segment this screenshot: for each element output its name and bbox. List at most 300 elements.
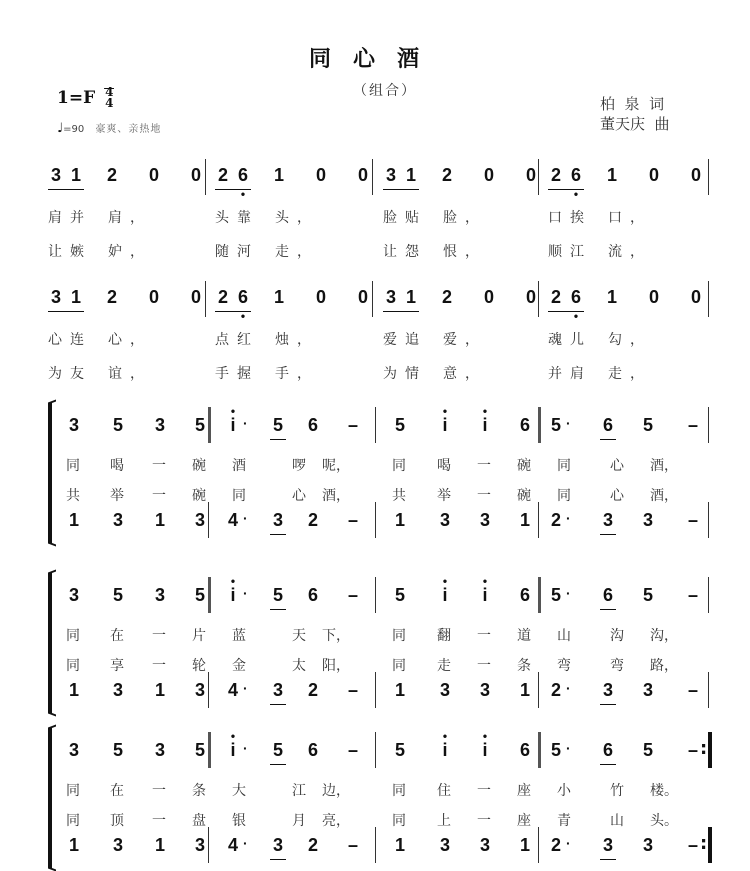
note — [481, 165, 497, 186]
barline — [708, 281, 709, 317]
lyric-syllable: 一 — [477, 488, 491, 504]
note — [235, 165, 251, 201]
lyric-syllable: 喝 — [437, 458, 451, 474]
lyric-syllable: 一 — [152, 813, 166, 829]
note-digit: 4 — [227, 680, 238, 700]
note-digit: 1 — [606, 287, 617, 307]
lyric-syllable: 恨， — [443, 244, 487, 260]
note — [685, 835, 701, 856]
lyric-syllable: 同 — [392, 813, 406, 829]
lyric-syllable: 一 — [477, 658, 491, 674]
note — [271, 287, 287, 308]
note — [225, 404, 248, 436]
repeat-sign: : — [700, 738, 708, 759]
lyric-syllable: 心 — [610, 488, 624, 504]
lyric-syllable: 一 — [477, 783, 491, 799]
note-digit: i — [442, 585, 448, 605]
time-sig-bottom: 4 — [105, 96, 114, 110]
barline — [375, 407, 376, 443]
note-digit: 3 — [642, 835, 653, 855]
eighth-beam — [215, 189, 251, 190]
note-digit: i — [442, 740, 448, 760]
note-digit: 0 — [483, 165, 494, 185]
note — [355, 165, 371, 186]
note-digit: 3 — [642, 680, 653, 700]
note-digit: 3 — [439, 680, 450, 700]
lyric-syllable: 享 — [110, 658, 124, 674]
note-digit: 5 — [272, 415, 283, 435]
augmentation-dot: · — [566, 835, 571, 851]
note — [152, 680, 168, 701]
lyric-syllable: 座 — [517, 783, 531, 799]
song-title: 同心酒 — [308, 46, 441, 72]
augmentation-dot: · — [243, 510, 248, 526]
note-digit: 2 — [106, 287, 117, 307]
augmentation-dot: · — [566, 585, 571, 601]
barline — [208, 577, 211, 613]
augmentation-dot: · — [243, 680, 248, 696]
note-digit: 6 — [237, 287, 248, 307]
lyric-syllable: 江 — [292, 783, 306, 799]
lyric-syllable: 同 — [66, 658, 80, 674]
note-digit: 5 — [112, 415, 123, 435]
time-sig-top: 4 — [105, 85, 114, 99]
note-digit: 3 — [272, 510, 283, 530]
lyric-syllable: 同 — [392, 628, 406, 644]
note-digit: 1 — [154, 510, 165, 530]
note-digit: 0 — [483, 287, 494, 307]
note-digit: 5 — [112, 585, 123, 605]
note — [437, 680, 453, 701]
lyric-syllable: 点红 — [215, 332, 259, 348]
note-digit: 5 — [642, 585, 653, 605]
lyric-syllable: 天 — [292, 628, 306, 644]
note — [477, 729, 493, 761]
lyric-syllable: 脸贴 — [383, 210, 427, 226]
note-digit: 5 — [550, 740, 561, 760]
eighth-underline — [600, 704, 616, 705]
eighth-beam — [48, 311, 84, 312]
lyric-syllable: 顺江 — [548, 244, 592, 260]
lyric-syllable: 顶 — [110, 813, 124, 829]
note — [437, 574, 453, 606]
lyric-syllable: 走， — [608, 366, 652, 382]
note — [225, 574, 248, 606]
note — [110, 740, 126, 761]
lyric-syllable: 碗 — [517, 488, 531, 504]
note-digit: 0 — [315, 165, 326, 185]
lyric-syllable: 共 — [392, 488, 406, 504]
note-digit: – — [687, 680, 698, 700]
lyric-syllable: 银 — [232, 813, 246, 829]
note — [437, 729, 453, 761]
note — [270, 835, 286, 856]
high-octave-dot: • — [482, 574, 488, 588]
lyric-syllable: 翻 — [437, 628, 451, 644]
lyric-syllable: 座 — [517, 813, 531, 829]
lyric-syllable: 碗 — [192, 458, 206, 474]
tempo-value: =90 — [63, 124, 85, 135]
note-digit: 6 — [307, 415, 318, 435]
high-octave-dot: • — [230, 729, 236, 743]
lyric-syllable: 魂儿 — [548, 332, 592, 348]
lyric-syllable: 手， — [275, 366, 319, 382]
lyric-syllable: 一 — [152, 658, 166, 674]
barline-end — [708, 502, 709, 538]
note-digit: 3 — [50, 165, 61, 185]
barline — [375, 577, 376, 613]
note — [270, 585, 286, 606]
lyric-syllable: 随河 — [215, 244, 259, 260]
note — [305, 510, 321, 531]
lyric-syllable: 酒， — [322, 488, 350, 504]
note-digit: 6 — [570, 287, 581, 307]
barline — [538, 502, 539, 538]
note — [270, 680, 286, 701]
note — [477, 510, 493, 531]
lyric-syllable: 一 — [477, 813, 491, 829]
note-digit: 0 — [357, 165, 368, 185]
note — [188, 165, 204, 186]
barline-end — [708, 672, 709, 708]
barline — [538, 577, 541, 613]
note — [548, 835, 571, 856]
note-digit: 3 — [385, 165, 396, 185]
lyric-syllable: 边， — [322, 783, 350, 799]
note-digit: 5 — [272, 740, 283, 760]
note-digit: 5 — [642, 415, 653, 435]
note-digit: 3 — [479, 510, 490, 530]
note-digit: 2 — [217, 165, 228, 185]
note-digit: 6 — [307, 740, 318, 760]
note-digit: 3 — [602, 680, 613, 700]
lyric-syllable: 亮， — [322, 813, 350, 829]
note-digit: 2 — [307, 510, 318, 530]
note — [523, 165, 539, 186]
note-digit: 5 — [194, 415, 205, 435]
note — [523, 287, 539, 308]
barline — [205, 281, 206, 317]
note-digit: 2 — [217, 287, 228, 307]
note-digit: 0 — [525, 287, 536, 307]
note-digit: 2 — [550, 165, 561, 185]
note — [640, 585, 656, 606]
eighth-underline — [600, 859, 616, 860]
low-octave-dot: • — [573, 309, 579, 323]
note-digit: 1 — [68, 680, 79, 700]
note-digit: 1 — [519, 680, 530, 700]
note — [66, 415, 82, 436]
lyric-syllable: 在 — [110, 628, 124, 644]
lyric-syllable: 头， — [275, 210, 319, 226]
note — [152, 585, 168, 606]
note-digit: – — [347, 510, 358, 530]
note-digit: 5 — [272, 585, 283, 605]
note-digit: 6 — [519, 415, 530, 435]
note — [152, 835, 168, 856]
lyric-syllable: 喝 — [110, 458, 124, 474]
note — [66, 740, 82, 761]
note-digit: 1 — [154, 680, 165, 700]
augmentation-dot: · — [566, 510, 571, 526]
eighth-underline — [600, 764, 616, 765]
note-digit: 6 — [519, 740, 530, 760]
note — [568, 287, 584, 323]
note-digit: 1 — [68, 835, 79, 855]
augmentation-dot: · — [243, 585, 248, 601]
note — [146, 287, 162, 308]
eighth-underline — [600, 609, 616, 610]
lyric-syllable: 勾， — [608, 332, 652, 348]
eighth-underline — [270, 609, 286, 610]
note-digit: 5 — [194, 585, 205, 605]
lyric-syllable: 上 — [437, 813, 451, 829]
lyric-syllable: 同 — [557, 488, 571, 504]
note-digit: 3 — [272, 835, 283, 855]
note — [392, 740, 408, 761]
note — [383, 165, 399, 186]
note — [215, 165, 231, 186]
note — [110, 585, 126, 606]
eighth-underline — [270, 764, 286, 765]
barline-end — [708, 407, 709, 443]
note — [477, 404, 493, 436]
note-digit: 3 — [602, 510, 613, 530]
note-digit: 5 — [394, 415, 405, 435]
note — [685, 585, 701, 606]
time-signature — [105, 87, 113, 109]
eighth-beam — [548, 311, 584, 312]
high-octave-dot: • — [230, 574, 236, 588]
lyric-syllable: 沟 — [610, 628, 624, 644]
lyric-syllable: 口， — [608, 210, 652, 226]
note — [392, 835, 408, 856]
key-signature — [57, 87, 114, 109]
augmentation-dot: · — [566, 415, 571, 431]
note — [688, 165, 704, 186]
high-octave-dot: • — [482, 404, 488, 418]
note — [48, 165, 64, 186]
lyric-syllable: 让怨 — [383, 244, 427, 260]
barline — [538, 281, 539, 317]
lyric-syllable: 同 — [232, 488, 246, 504]
note — [640, 835, 656, 856]
lyric-syllable: 一 — [152, 783, 166, 799]
low-octave-dot: • — [573, 187, 579, 201]
note-digit: – — [347, 740, 358, 760]
lyric-syllable: 爱追 — [383, 332, 427, 348]
lyric-syllable: 举 — [437, 488, 451, 504]
barline — [375, 502, 376, 538]
note-digit: 3 — [112, 680, 123, 700]
lyric-syllable: 同 — [392, 783, 406, 799]
lyric-syllable: 山 — [610, 813, 624, 829]
lyric-syllable: 道 — [517, 628, 531, 644]
lyric-syllable: 酒， — [650, 458, 678, 474]
note-digit: 1 — [68, 510, 79, 530]
barline — [208, 672, 209, 708]
note-digit: 3 — [439, 510, 450, 530]
note-digit: 2 — [550, 680, 561, 700]
lyric-syllable: 一 — [477, 628, 491, 644]
note — [188, 287, 204, 308]
note-digit: 1 — [606, 165, 617, 185]
note — [215, 287, 231, 308]
note — [192, 680, 208, 701]
note-digit: 2 — [441, 165, 452, 185]
note — [48, 287, 64, 308]
note — [403, 165, 419, 186]
lyric-syllable: 妒， — [108, 244, 152, 260]
note — [439, 287, 455, 308]
note — [68, 287, 84, 308]
note-digit: – — [687, 835, 698, 855]
note — [548, 680, 571, 701]
note-digit: 3 — [194, 510, 205, 530]
barline — [538, 732, 541, 768]
note-digit: 6 — [237, 165, 248, 185]
lyric-syllable: 并肩 — [548, 366, 592, 382]
lyric-syllable: 同 — [66, 813, 80, 829]
note-digit: 6 — [307, 585, 318, 605]
note — [345, 740, 361, 761]
lyric-syllable: 一 — [152, 458, 166, 474]
lyric-syllable: 呢， — [322, 458, 350, 474]
note-digit: 3 — [154, 585, 165, 605]
note-digit: 3 — [439, 835, 450, 855]
lyric-syllable: 心连 — [48, 332, 92, 348]
note — [477, 574, 493, 606]
lyric-syllable: 条 — [517, 658, 531, 674]
note — [66, 510, 82, 531]
note — [270, 510, 286, 531]
note — [270, 740, 286, 761]
note-digit: 0 — [148, 287, 159, 307]
repeat-sign: : — [700, 833, 708, 854]
note-digit: 1 — [70, 165, 81, 185]
note-digit: 3 — [112, 835, 123, 855]
note — [548, 415, 571, 436]
lyric-syllable: 口挨 — [548, 210, 592, 226]
barline — [205, 159, 206, 195]
note — [152, 415, 168, 436]
eighth-underline — [270, 439, 286, 440]
note-digit: 2 — [550, 510, 561, 530]
note-digit: 0 — [690, 165, 701, 185]
high-octave-dot: • — [442, 574, 448, 588]
augmentation-dot: · — [243, 415, 248, 431]
note-digit: 3 — [479, 680, 490, 700]
lyric-syllable: 大 — [232, 783, 246, 799]
note — [225, 680, 248, 701]
lyric-syllable: 脸， — [443, 210, 487, 226]
note — [392, 680, 408, 701]
note-digit: 1 — [273, 287, 284, 307]
note — [192, 740, 208, 761]
lyric-syllable: 为情 — [383, 366, 427, 382]
note — [271, 165, 287, 186]
note — [437, 835, 453, 856]
note-digit: 3 — [154, 415, 165, 435]
note — [110, 510, 126, 531]
note — [688, 287, 704, 308]
note — [146, 165, 162, 186]
note — [345, 835, 361, 856]
lyric-syllable: 在 — [110, 783, 124, 799]
barline — [375, 827, 376, 863]
lyric-syllable: 心 — [292, 488, 306, 504]
note — [439, 165, 455, 186]
lyric-syllable: 为友 — [48, 366, 92, 382]
note-digit: 5 — [642, 740, 653, 760]
quarter-note-icon: ♩ — [57, 121, 64, 136]
note-digit: 1 — [394, 680, 405, 700]
note — [600, 585, 616, 606]
note — [685, 740, 701, 761]
note-digit: 1 — [273, 165, 284, 185]
note — [600, 510, 616, 531]
note — [517, 510, 533, 531]
note-digit: – — [687, 415, 698, 435]
key-label: 1=F — [57, 88, 96, 108]
lyric-syllable: 让嫉 — [48, 244, 92, 260]
note — [192, 510, 208, 531]
lyric-syllable: 走， — [275, 244, 319, 260]
barline — [208, 732, 211, 768]
lyric-syllable: 一 — [477, 458, 491, 474]
note-digit: 5 — [112, 740, 123, 760]
note — [235, 287, 251, 323]
lyric-syllable: 同 — [66, 458, 80, 474]
lyric-syllable: 谊， — [108, 366, 152, 382]
note — [270, 415, 286, 436]
barline — [208, 407, 211, 443]
note-digit: 3 — [385, 287, 396, 307]
lyric-syllable: 意， — [443, 366, 487, 382]
note — [152, 510, 168, 531]
lyric-syllable: 肩并 — [48, 210, 92, 226]
note-digit: 4 — [227, 835, 238, 855]
lyric-syllable: 小 — [557, 783, 571, 799]
lyric-syllable: 山 — [557, 628, 571, 644]
note — [66, 585, 82, 606]
lyric-syllable: 手握 — [215, 366, 259, 382]
barline-end — [708, 577, 709, 613]
lyric-syllable: 同 — [392, 458, 406, 474]
note-digit: – — [687, 740, 698, 760]
note — [403, 287, 419, 308]
note-digit: i — [230, 740, 236, 760]
augmentation-dot: · — [566, 680, 571, 696]
note-digit: 3 — [68, 740, 79, 760]
eighth-beam — [48, 189, 84, 190]
note-digit: 2 — [307, 680, 318, 700]
note — [345, 585, 361, 606]
note — [517, 585, 533, 606]
note-digit: 3 — [154, 740, 165, 760]
note-digit: 2 — [307, 835, 318, 855]
lyric-syllable: 住 — [437, 783, 451, 799]
note-digit: 1 — [405, 287, 416, 307]
tempo-marking — [57, 120, 161, 136]
note — [548, 165, 564, 186]
note — [568, 165, 584, 201]
barline — [708, 159, 709, 195]
note-digit: 0 — [148, 165, 159, 185]
lyric-syllable: 同 — [392, 658, 406, 674]
note — [477, 680, 493, 701]
note — [517, 680, 533, 701]
